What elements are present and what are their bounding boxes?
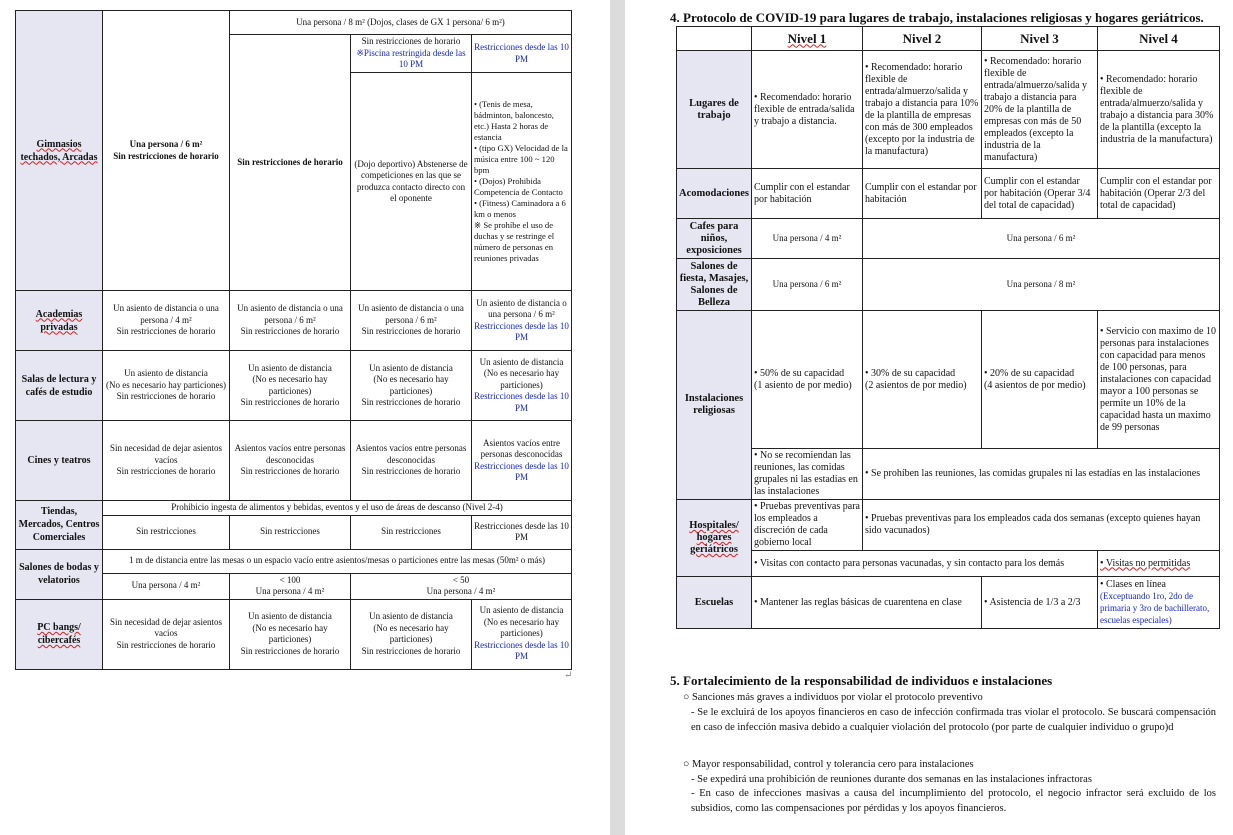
- pc-nivel2: Un asiento de distancia (No es necesario hay particiones) Sin restricciones de horario: [230, 599, 351, 669]
- row-label-religiosas: Instalaciones religiosas: [677, 311, 752, 500]
- row-label-pc: PC bangs/ cibercafés: [16, 599, 103, 669]
- academias-nivel1: Un asiento de distancia o una persona / 4 m² Sin restricciones de horario: [103, 291, 230, 351]
- row-label-salas: Salas de lectura y cafés de estudio: [16, 351, 103, 421]
- gimnasios-nivel4a: Restricciones desde las 10 PM: [472, 35, 572, 73]
- lugares-nivel3: • Recomendado: horario flexible de entrada/almuerzo/salida y trabajo a distancia para 20% de la plantilla de empresas con más de 50 empleados (excepto la industria de la manufactura): [982, 51, 1098, 169]
- row-label-lugares: Lugares de trabajo: [677, 51, 752, 169]
- row-label-hospitales: Hospitales/ hogares geriátricos: [677, 500, 752, 577]
- gimnasios-nivel1: Una persona / 6 m² Sin restricciones de horario: [103, 11, 230, 291]
- cines-nivel1: Sin necesidad de dejar asientos vacíos Sin restricciones de horario: [103, 421, 230, 501]
- left-page: [0, 0, 610, 835]
- tiendas-top-span: Prohibicio ingesta de alimentos y bebidas, eventos y el uso de áreas de descanso (Nivel 2-4): [103, 501, 572, 516]
- cines-nivel4: Asientos vacíos entre personas desconocidas Restricciones desde las 10 PM: [472, 421, 572, 501]
- row-label-bodas: Salones de bodas y velatorios: [16, 549, 103, 599]
- salas-nivel2: Un asiento de distancia (No es necesario hay particiones) Sin restricciones de horario: [230, 351, 351, 421]
- salas-nivel1: Un asiento de distancia (No es necesario hay particiones) Sin restricciones de horario: [103, 351, 230, 421]
- salones-nivel1: Una persona / 6 m²: [752, 259, 863, 311]
- acomodaciones-nivel2: Cumplir con el estandar por habitación: [863, 169, 982, 219]
- section5-title: 5. Fortalecimiento de la responsabilidad de individuos e instalaciones: [670, 673, 1053, 688]
- religiosas-nivel3: • 20% de su capacidad (4 asientos de por medio): [982, 311, 1098, 449]
- academias-nivel2: Un asiento de distancia o una persona / 6 m² Sin restricciones de horario: [230, 291, 351, 351]
- escuelas-nivel4: • Clases en línea (Exceptuando 1ro, 2do de primaria y 3ro de bachillerato, escuelas especiales): [1098, 577, 1220, 629]
- row-label-salones: Salones de fiesta, Masajes, Salones de Belleza: [677, 259, 752, 311]
- hospitales-visitas-nivel13: • Visitas con contacto para personas vacunadas, y sin contacto para los demás: [752, 551, 1098, 577]
- acomodaciones-nivel1: Cumplir con el estandar por habitación: [752, 169, 863, 219]
- bodas-nivel34: < 50 Una persona / 4 m²: [351, 573, 572, 599]
- section5-bullet1-detail: - Se le excluirá de los apoyos financieros en caso de infección confirmada tras violar el protocolo. Se buscará compensación en caso de infección masiva debido a cualquier violación del protocolo (por parte de cualquier individuo o grupo)d: [691, 707, 1216, 733]
- acomodaciones-nivel3: Cumplir con el estandar por habitación (Operar 3/4 del total de capacidad): [982, 169, 1098, 219]
- tiendas-nivel4: Restricciones desde las 10 PM: [472, 515, 572, 549]
- lugares-nivel4: • Recomendado: horario flexible de entrada/almuerzo/salida y trabajo a distancia para 30% de la plantilla (excepto la industria de la manufactura): [1098, 51, 1220, 169]
- lugares-nivel1: • Recomendado: horario flexible de entrada/salida y trabajo a distancia.: [752, 51, 863, 169]
- salas-nivel4: Un asiento de distancia (No es necesario hay particiones) Restricciones desde las 10 PM: [472, 351, 572, 421]
- religiosas-nivel4: • Servicio con maximo de 10 personas para instalaciones con capacidad para menos de 100 personas, para instalaciones con capacidad mayor a 100 personas se permite un 10% de la capacidad hasta un maximo de 99 personas: [1098, 311, 1220, 449]
- religiosas-reuniones-nivel24: • Se prohíben las reuniones, las comidas grupales ni las estadías en las instalaciones: [863, 449, 1220, 500]
- section5-bullet1: ○ Sanciones más graves a individuos por violar el protocolo preventivo: [683, 692, 983, 703]
- bodas-nivel1: Una persona / 4 m²: [103, 573, 230, 599]
- level-header-4: Nivel 4: [1098, 27, 1220, 51]
- escuelas-nivel3: • Asistencia de 1/3 a 2/3: [982, 577, 1098, 629]
- paragraph-mark-icon: ↵: [564, 670, 573, 681]
- tiendas-nivel1: Sin restricciones: [103, 515, 230, 549]
- pc-nivel3: Un asiento de distancia (No es necesario hay particiones) Sin restricciones de horario: [351, 599, 472, 669]
- row-label-cafes: Cafes para niños, exposiciones: [677, 219, 752, 259]
- section5-bullet2-detail-a: - Se expedirá una prohibición de reuniones durante dos semanas en las instalaciones infractoras: [691, 774, 1092, 785]
- level-header-1: Nivel 1: [752, 27, 863, 51]
- hospitales-visitas-nivel4: • Visitas no permitidas: [1098, 551, 1220, 577]
- corner-cell: [677, 27, 752, 51]
- row-label-tiendas: Tiendas, Mercados, Centros Comerciales: [16, 501, 103, 550]
- cafes-nivel24: Una persona / 6 m²: [863, 219, 1220, 259]
- level-header-3: Nivel 3: [982, 27, 1098, 51]
- gimnasios-nivel3b: (Dojo deportivo) Abstenerse de competiciones en las que se produzca contacto directo con el oponente: [351, 73, 472, 291]
- cines-nivel3: Asientos vacíos entre personas desconocidas Sin restricciones de horario: [351, 421, 472, 501]
- pc-nivel1: Sin necesidad de dejar asientos vacíos Sin restricciones de horario: [103, 599, 230, 669]
- academias-nivel4: Un asiento de distancia o una persona / 6 m² Restricciones desde las 10 PM: [472, 291, 572, 351]
- religiosas-nivel2: • 30% de su capacidad (2 asientos de por medio): [863, 311, 982, 449]
- row-label-academias: Academias privadas: [16, 291, 103, 351]
- gimnasios-top-span: Una persona / 8 m² (Dojos, clases de GX 1 persona/ 6 m²): [230, 11, 572, 35]
- section5-bullet2-detail-b: - En caso de infecciones masivas a causa del incumplimiento del protocolo, el negocio infractor será excluido de los subsidios, como las compensaciones por pérdidas y los apoyos financieros.: [691, 788, 1216, 814]
- gimnasios-nivel4b: • (Tenis de mesa, bádminton, baloncesto, etc.) Hasta 2 horas de estancia • (tipo GX) Velocidad de la música entre 100 ~ 120 bpm • (Dojos) Prohibida Competencia de Contacto • (Fitness) Caminadora a 6 km o menos ※ Se prohíbe el uso de duchas y se restringe el número de personas en reuniones privadas: [472, 73, 572, 291]
- gimnasios-nivel3a: Sin restricciones de horario ※Piscina restringida desde las 10 PM: [351, 35, 472, 73]
- row-label-escuelas: Escuelas: [677, 577, 752, 629]
- section5-bullet2: ○ Mayor responsabilidad, control y tolerancia cero para instalaciones: [683, 759, 974, 770]
- bodas-nivel2: < 100 Una persona / 4 m²: [230, 573, 351, 599]
- escuelas-nivel12: • Mantener las reglas básicas de cuarentena en clase: [752, 577, 982, 629]
- salas-nivel3: Un asiento de distancia (No es necesario hay particiones) Sin restricciones de horario: [351, 351, 472, 421]
- workplace-rules-table: [676, 26, 1220, 629]
- level-header-2: Nivel 2: [863, 27, 982, 51]
- tiendas-nivel3: Sin restricciones: [351, 515, 472, 549]
- cines-nivel2: Asientos vacíos entre personas desconocidas Sin restricciones de horario: [230, 421, 351, 501]
- cafes-nivel1: Una persona / 4 m²: [752, 219, 863, 259]
- religiosas-reuniones-nivel1: • No se recomiendan las reuniones, las comidas grupales ni las estadías en las instalaciones: [752, 449, 863, 500]
- row-label-cines: Cines y teatros: [16, 421, 103, 501]
- section4-title: 4. Protocolo de COVID-19 para lugares de trabajo, instalaciones religiosas y hogares geriátricos.: [670, 10, 1204, 25]
- hospitales-pruebas-nivel1: • Pruebas preventivas para los empleados a discreción de cada gobierno local: [752, 500, 863, 551]
- facility-rules-table: [15, 10, 572, 670]
- row-label-gimnasios: Gimnasios techados, Arcadas: [16, 11, 103, 291]
- acomodaciones-nivel4: Cumplir con el estandar por habitación (Operar 2/3 del total de capacidad): [1098, 169, 1220, 219]
- academias-nivel3: Un asiento de distancia o una persona / 6 m² Sin restricciones de horario: [351, 291, 472, 351]
- pc-nivel4: Un asiento de distancia (No es necesario hay particiones) Restricciones desde las 10 PM: [472, 599, 572, 669]
- right-page: [625, 0, 1233, 835]
- lugares-nivel2: • Recomendado: horario flexible de entrada/almuerzo/salida y trabajo a distancia para 10% de la plantilla de empresas con más de 300 empleados (excepto por la industria de la manufactura): [863, 51, 982, 169]
- bodas-top-span: 1 m de distancia entre las mesas o un espacio vacío entre asientos/mesas o particiones entre las mesas (50m² o más): [103, 549, 572, 573]
- hospitales-pruebas-nivel24: • Pruebas preventivas para los empleados cada dos semanas (excepto quienes hayan sido vacunados): [863, 500, 1220, 551]
- row-label-acomodaciones: Acomodaciones: [677, 169, 752, 219]
- salones-nivel24: Una persona / 8 m²: [863, 259, 1220, 311]
- gimnasios-nivel2: Sin restricciones de horario: [230, 35, 351, 291]
- religiosas-nivel1: • 50% de su capacidad (1 asiento de por medio): [752, 311, 863, 449]
- tiendas-nivel2: Sin restricciones: [230, 515, 351, 549]
